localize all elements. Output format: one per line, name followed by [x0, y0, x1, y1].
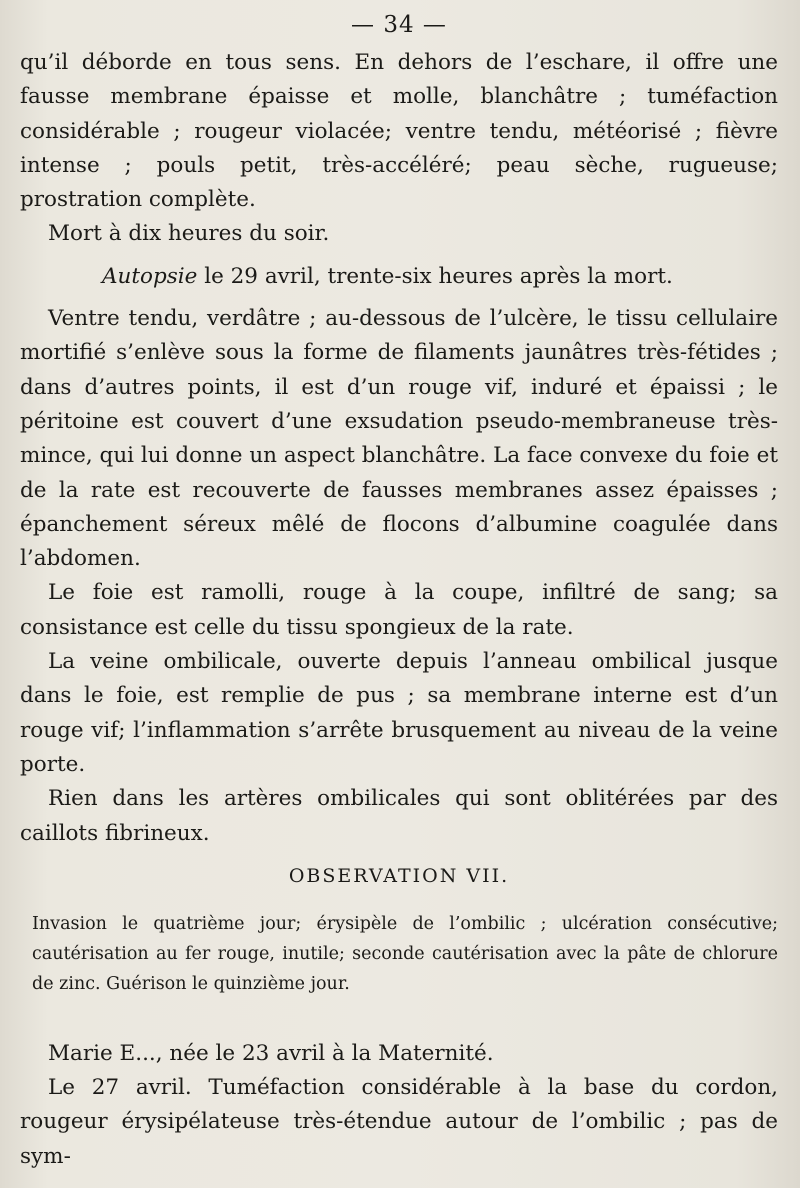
paragraph-eschare: qu’il déborde en tous sens. En dehors de l’eschare, il offre une fausse membrane épaisse et molle, blanchâtre ; tuméfaction considérable ; rougeur violacée; ventre tendu, météorisé ; fièvre intense ; pouls petit, très-accéléré; peau sèche, rugueuse; prostration complète.: [20, 50, 778, 213]
observation-summary: Invasion le quatrième jour; érysipèle de l’ombilic ; ulcération consécutive; cautérisation au fer rouge, inutile; seconde cautérisation avec la pâte de chlorure de zinc. Guérison le quinzième jour.: [32, 913, 778, 994]
observation-summary-block: [20, 909, 778, 1027]
autopsie-heading: [20, 260, 778, 294]
autopsie-date: le 29 avril, trente-six heures après la mort.: [197, 263, 673, 289]
paragraph-arteres: Rien dans les artères ombilicales qui sont oblitérées par des caillots fibrineux.: [20, 786, 778, 846]
observation-body: [20, 1037, 778, 1174]
paragraph-death: Mort à dix heures du soir.: [48, 221, 330, 247]
paragraph-27-avril: Le 27 avril. Tuméfaction considérable à la base du cordon, rougeur érysipélateuse très-étendue autour de l’ombilic ; pas de sym-: [20, 1075, 778, 1169]
page-number: — 34 —: [351, 12, 447, 38]
autopsie-label: Autopsie: [102, 263, 198, 289]
observation-title: OBSERVATION VII.: [288, 864, 510, 887]
page-body: [20, 46, 778, 851]
paragraph-veine: La veine ombilicale, ouverte depuis l’anneau ombilical jusque dans le foie, est remplie de pus ; sa membrane interne est d’un rouge vif; l’inflammation s’arrête brusquement au niveau de la veine porte.: [20, 649, 778, 777]
paragraph-ventre: Ventre tendu, verdâtre ; au-dessous de l’ulcère, le tissu cellulaire mortifié s’enlève sous la forme de filaments jaunâtres très-fétides ; dans d’autres points, il est d’un rouge vif, induré et épaissi ; le péritoine est couvert d’une exsudation pseudo-membraneuse très-mince, qui lui donne un aspect blanchâtre. La face convexe du foie et de la rate est recouverte de fausses membranes assez épaisses ; épanchement séreux mêlé de flocons d’albumine coagulée dans l’abdomen.: [20, 306, 778, 572]
paragraph-marie: Marie E..., née le 23 avril à la Maternité.: [48, 1040, 494, 1066]
paragraph-foie: Le foie est ramolli, rouge à la coupe, infiltré de sang; sa consistance est celle du tissu spongieux de la rate.: [20, 580, 778, 640]
